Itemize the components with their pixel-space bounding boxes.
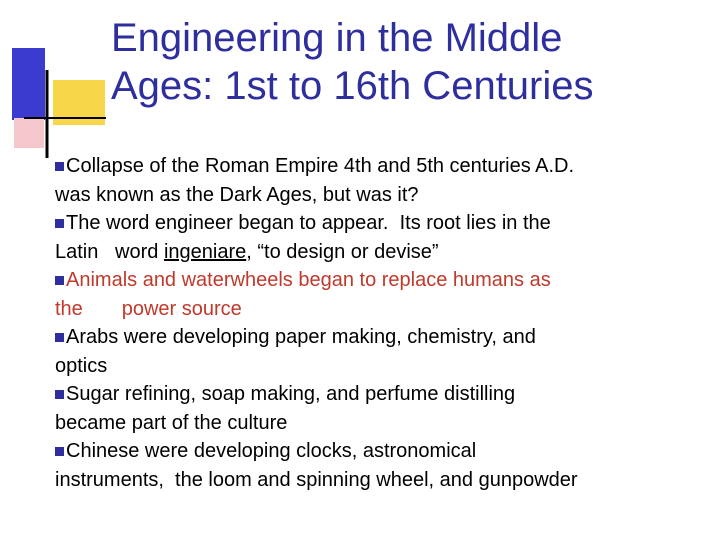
underlined-word: ingeniare: [163, 240, 247, 263]
bullet-text-line1: Animals and waterwheels began to replace humans as: [66, 269, 551, 291]
bullet-item: [55, 380, 705, 437]
square-bullet-icon: [55, 219, 64, 228]
blue-square: [12, 48, 45, 120]
square-bullet-icon: [55, 390, 64, 399]
bullet-item: [55, 209, 705, 266]
pink-square: [14, 118, 44, 148]
title-line-2: Ages: 1st to 16th Centuries: [111, 64, 594, 108]
bullet-text-line2: became part of the culture: [55, 411, 288, 434]
bullet-item-highlighted: [55, 266, 705, 323]
bullet-text-line2: was known as the Dark Ages, but was it?: [55, 183, 419, 206]
slide-title: [111, 14, 711, 110]
square-bullet-icon: [55, 333, 64, 342]
title-line-1: Engineering in the Middle: [111, 16, 563, 60]
bullet-text-line2: optics: [55, 354, 108, 377]
bullet-text-line1: The word engineer began to appear. Its root lies in the: [66, 212, 551, 234]
bullet-item: [55, 323, 705, 380]
bullet-text-line2-post: , “to design or devise”: [246, 240, 439, 263]
bullet-text-line1: Arabs were developing paper making, chemistry, and: [66, 326, 536, 348]
bullet-text-line2: the power source: [55, 297, 242, 320]
bullet-item: [55, 437, 705, 494]
square-bullet-icon: [55, 162, 64, 171]
square-bullet-icon: [55, 276, 64, 285]
bullet-item: [55, 152, 705, 209]
bullet-text-line1: Collapse of the Roman Empire 4th and 5th centuries A.D.: [66, 155, 575, 177]
bullet-text-line2-pre: Latin word: [55, 240, 164, 263]
square-bullet-icon: [55, 447, 64, 456]
bullet-text-line2: instruments, the loom and spinning wheel, and gunpowder: [55, 468, 578, 491]
bullet-text-line1: Sugar refining, soap making, and perfume distilling: [66, 383, 516, 405]
bullet-text-line1: Chinese were developing clocks, astronomical: [66, 440, 477, 462]
bullet-list: [55, 152, 705, 494]
